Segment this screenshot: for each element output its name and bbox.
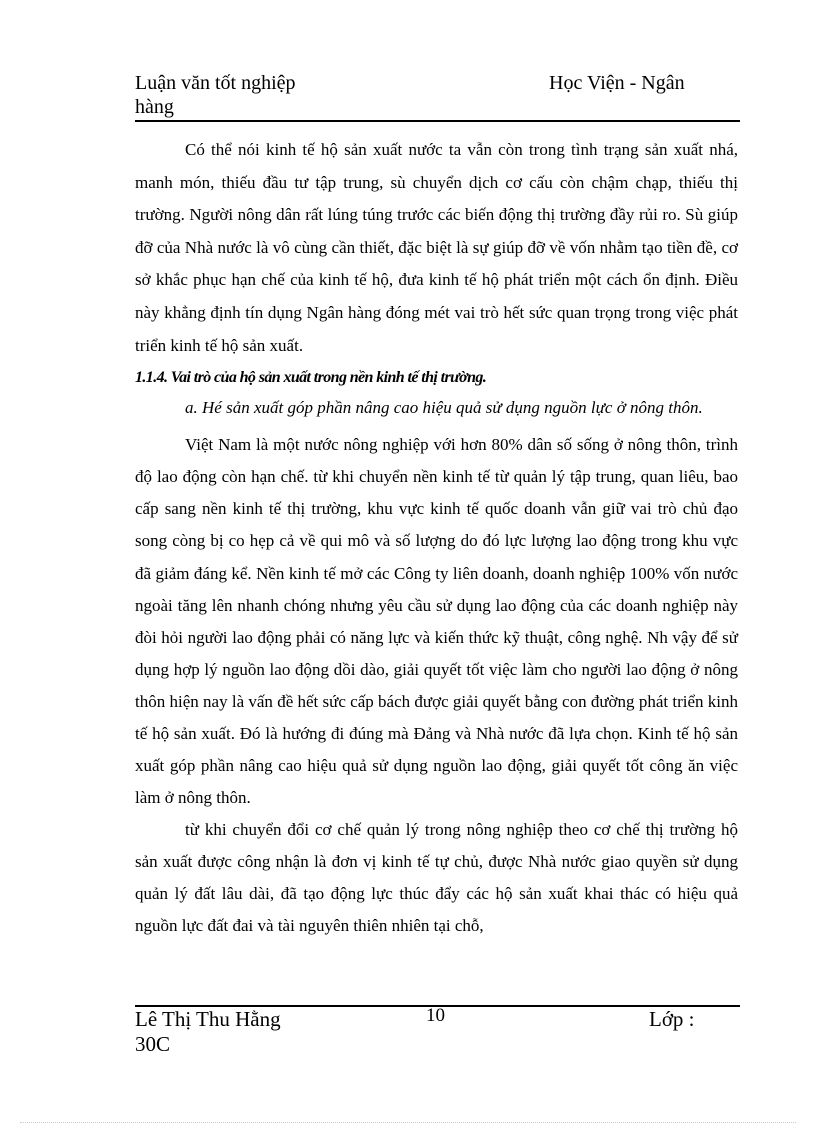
header-institution-continued: hàng <box>135 96 174 118</box>
section-heading: 1.1.4. Vai trò của hộ sản xuất trong nền kinh tế thị trường. <box>135 369 487 387</box>
page-number: 10 <box>426 1005 445 1026</box>
document-body <box>135 134 738 942</box>
footer-class-label: Lớp : <box>649 1007 695 1031</box>
sub-heading: a. Hé sản xuất góp phần nâng cao hiệu quả sử dụng nguồn lực ở nông thôn. <box>185 398 703 418</box>
header-title: Luận văn tốt nghiệp <box>135 72 296 94</box>
footer-class-value: 30C <box>135 1032 171 1056</box>
paragraph: Việt Nam là một nước nông nghiệp với hơn 80% dân số sống ở nông thôn, trình độ lao động còn hạn chế. từ khi chuyển nền kinh tế từ quản lý tập trung, quan liêu, bao cấp sang nền kinh tế thị trường, khu vực kinh tế quốc doanh vẫn giữ vai trò chủ đạo song còng bị co hẹp cả về qui mô và số lượng do đó lực lượng lao động trong khu vực đã giảm đáng kể. Nền kinh tế mở các Công ty liên doanh, doanh nghiệp 100% vốn nước ngoài tăng lên nhanh chóng nhưng yêu cầu sử dụng lao động của các doanh nghiệp này đòi hỏi người lao động phải có năng lực và kiến thức kỹ thuật, công nghệ. Nh vậy để sử dụng hợp lý nguồn lao động dồi dào, giải quyết tốt việc làm cho người lao động ở nông thôn hiện nay là vấn đề hết sức cấp bách được giải quyết bằng con đường phát triển kinh tế hộ sản xuất. Đó là hướng đi đúng mà Đảng và Nhà nước đã lựa chọn. Kinh tế hộ sản xuất góp phần nâng cao hiệu quả sử dụng nguồn lao động, giải quyết tốt công ăn việc làm ở nông thôn. <box>135 435 738 808</box>
header-institution: Học Viện - Ngân <box>549 72 685 94</box>
paragraph: từ khi chuyển đổi cơ chế quản lý trong nông nghiệp theo cơ chế thị trường hộ sản xuất được công nhận là đơn vị kinh tế tự chủ, được Nhà nước giao quyền sử dụng quản lý đất lâu dài, đã tạo động lực thúc đẩy các hộ sản xuất khai thác có hiệu quả nguồn lực đất đai và tài nguyên thiên nhiên tại chỗ, <box>135 820 738 936</box>
header-rule <box>135 120 740 122</box>
footer-author: Lê Thị Thu Hằng <box>135 1007 281 1031</box>
paragraph: Có thể nói kinh tế hộ sản xuất nước ta vẫn còn trong tình trạng sản xuất nhá, manh món, thiếu đầu tư tập trung, sù chuyển dịch cơ cấu còn chậm chạp, thiếu thị trường. Người nông dân rất lúng túng trước các biến động thị trường đầy rủi ro. Sù giúp đỡ của Nhà nước là vô cùng cần thiết, đặc biệt là sự giúp đỡ về vốn nhằm tạo tiền đề, cơ sở khắc phục hạn chế của kinh tế hộ, đưa kinh tế hộ phát triển một cách ổn định. Điều này khẳng định tín dụng Ngân hàng đóng mét vai trò hết sức quan trọng trong việc phát triển kinh tế hộ sản xuất. <box>135 140 738 355</box>
